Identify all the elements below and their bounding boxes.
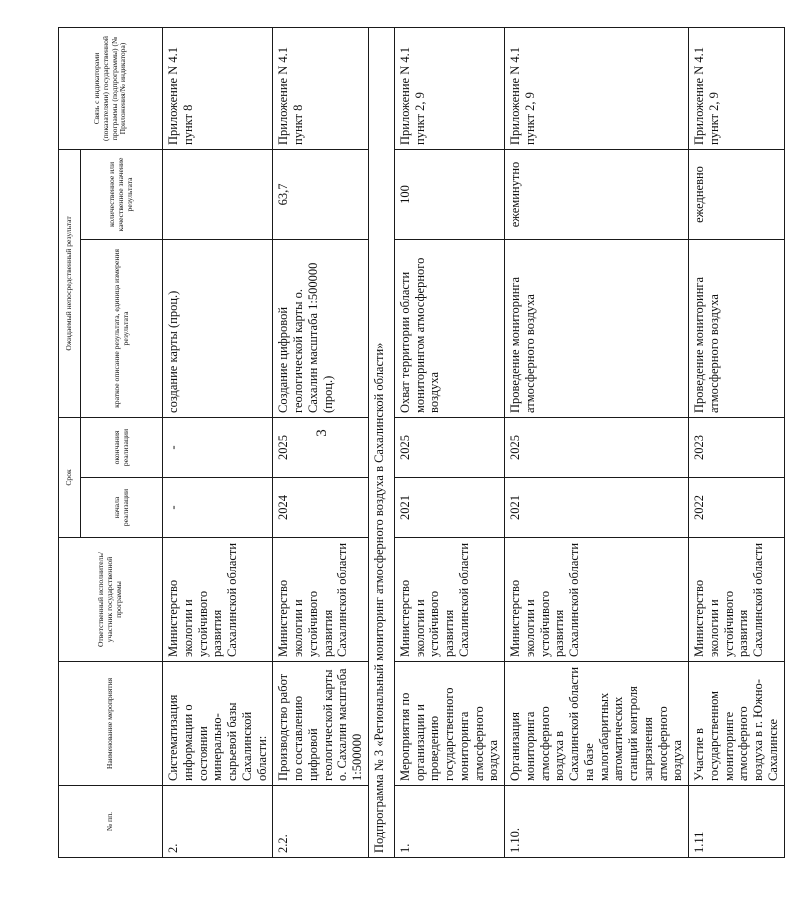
- row-name: Производство работ по составлению цифровой геологической карты о. Сахалин масштаба 1:500000: [273, 662, 369, 786]
- header-result-value: количественное или качественное значение результата: [81, 149, 163, 239]
- header-term: Срок: [59, 417, 81, 537]
- subprogram-title: Подпрограмма № 3 «Региональный мониторинг атмосферного воздуха в Сахалинской области»: [368, 27, 394, 857]
- header-result-desc: краткое описание результата, единица измерения результата: [81, 239, 163, 417]
- header-num: № пп.: [59, 786, 163, 858]
- table-row: [163, 27, 273, 857]
- table-row: [689, 27, 785, 857]
- row-responsible: Министерство экологии и устойчивого развития Сахалинской области: [394, 538, 504, 662]
- header-row-1: [59, 27, 81, 857]
- row-start: 2021: [394, 478, 504, 538]
- row-result-value: 100: [394, 149, 504, 239]
- header-link: Связь с индикаторами (показателями) государственной программы (подпрограммы) (№ Приложения/№ индикатора): [59, 27, 163, 149]
- row-start: 2021: [505, 478, 689, 538]
- row-result-value: 63,7: [273, 149, 369, 239]
- row-link: Приложение N 4.1 пункт 2, 9: [689, 27, 785, 149]
- row-num: 1.10.: [505, 786, 689, 858]
- row-start: 2022: [689, 478, 785, 538]
- header-result: Ожидаемый непосредственный результат: [59, 149, 81, 417]
- row-link: Приложение N 4.1 пункт 2, 9: [394, 27, 504, 149]
- table-row: [273, 27, 369, 857]
- row-result-desc: Охват территории области мониторингом атмосферного воздуха: [394, 239, 504, 417]
- header-term-end: окончания реализации: [81, 417, 163, 477]
- row-start: 2024: [273, 478, 369, 538]
- row-num: 2.2.: [273, 786, 369, 858]
- row-responsible: Министерство экологии и устойчивого развития Сахалинской области: [273, 538, 369, 662]
- row-result-desc: Проведение мониторинга атмосферного воздуха: [505, 239, 689, 417]
- row-num: 1.11: [689, 786, 785, 858]
- row-link: Приложение N 4.1 пункт 2, 9: [505, 27, 689, 149]
- table-row: [505, 27, 689, 857]
- row-result-value: ежеминутно: [505, 149, 689, 239]
- row-start: -: [163, 478, 273, 538]
- page-number: 3: [314, 429, 330, 437]
- row-name: Организация мониторинга атмосферного воздуха в Сахалинской области на базе малогабаритных автоматических станций контроля загрязнения атмосферного воздуха: [505, 662, 689, 786]
- row-name: Мероприятия по организации и проведению государственного мониторинга атмосферного воздуха: [394, 662, 504, 786]
- row-name: Систематизация информации о состоянии минерально-сырьевой базы Сахалинской области:: [163, 662, 273, 786]
- row-result-value: [163, 149, 273, 239]
- row-result-value: ежедневно: [689, 149, 785, 239]
- row-end: -: [163, 417, 273, 477]
- activities-table: [58, 27, 785, 858]
- header-responsible: Ответственный исполнитель/участник государственной программы: [59, 538, 163, 662]
- rotated-table-wrapper: [58, 28, 780, 858]
- header-term-start: начала реализации: [81, 478, 163, 538]
- row-name: Участие в государственном мониторинге атмосферного воздуха в г. Южно-Сахалинске: [689, 662, 785, 786]
- table-row: [394, 27, 504, 857]
- row-end: 2023: [689, 417, 785, 477]
- row-end: 2025: [505, 417, 689, 477]
- row-result-desc: создание карты (проц.): [163, 239, 273, 417]
- row-link: Приложение N 4.1 пункт 8: [273, 27, 369, 149]
- row-num: 2.: [163, 786, 273, 858]
- row-responsible: Министерство экологии и устойчивого развития Сахалинской области: [689, 538, 785, 662]
- row-result-desc: Проведение мониторинга атмосферного воздуха: [689, 239, 785, 417]
- subprogram-row: [368, 27, 394, 857]
- row-end: 2025: [273, 417, 369, 477]
- row-end: 2025: [394, 417, 504, 477]
- row-responsible: Министерство экологии и устойчивого развития Сахалинской области: [505, 538, 689, 662]
- row-result-desc: Создание цифровой геологической карты о. Сахалин масштаба 1:500000 (проц.): [273, 239, 369, 417]
- row-num: 1.: [394, 786, 504, 858]
- row-responsible: Министерство экологии и устойчивого развития Сахалинской области: [163, 538, 273, 662]
- header-name: Наименование мероприятия: [59, 662, 163, 786]
- row-link: Приложение N 4.1 пункт 8: [163, 27, 273, 149]
